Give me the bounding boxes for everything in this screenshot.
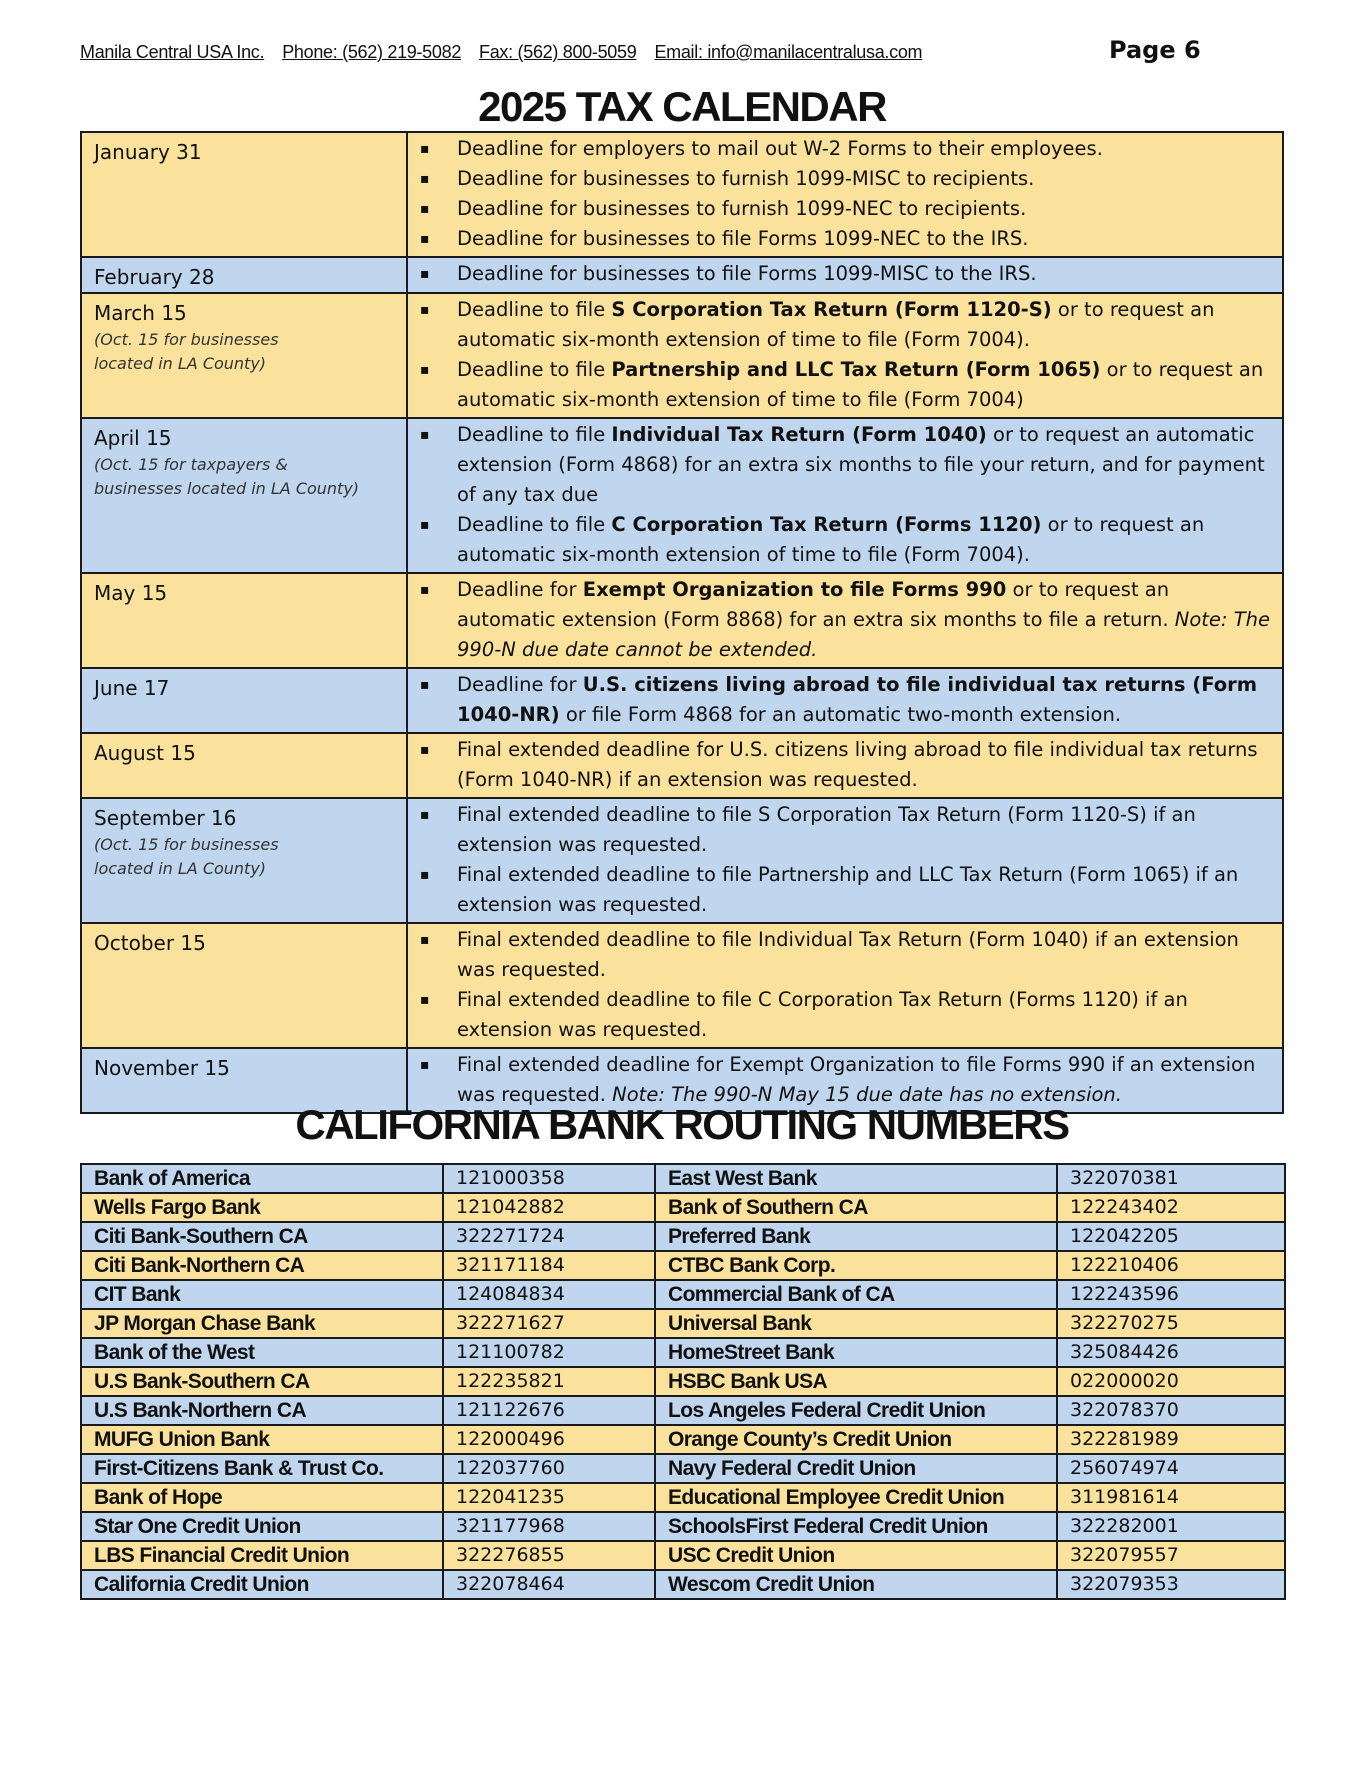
list-item	[408, 670, 1270, 730]
date-cell	[81, 573, 407, 668]
bank-name: First-Citizens Bank & Trust Co.	[81, 1454, 443, 1483]
routing-number: 311981614	[1057, 1483, 1285, 1512]
bank-name: Preferred Bank	[655, 1222, 1057, 1251]
item-text: Final extended deadline to file Individual Tax Return (Form 1040) if an extension was requested.	[457, 928, 1239, 981]
table-row	[81, 132, 1283, 257]
square-bullet-icon: ▪	[420, 231, 430, 247]
description-cell	[407, 668, 1283, 733]
bank-name: California Credit Union	[81, 1570, 443, 1599]
deadline-list	[408, 735, 1270, 795]
table-row	[81, 1164, 1285, 1193]
bank-name: Wells Fargo Bank	[81, 1193, 443, 1222]
item-text-bold: U.S. citizens living abroad to file individual tax returns (Form 1040-NR)	[457, 673, 1258, 726]
bank-name: U.S Bank-Northern CA	[81, 1396, 443, 1425]
routing-numbers-title: CALIFORNIA BANK ROUTING NUMBERS	[295, 1101, 1069, 1148]
item-text-pre: Deadline for	[457, 578, 583, 601]
table-row	[81, 1396, 1285, 1425]
routing-number: 122041235	[443, 1483, 655, 1512]
table-row	[81, 923, 1283, 1048]
deadline-date: April 15	[94, 426, 172, 450]
routing-number: 322070381	[1057, 1164, 1285, 1193]
item-text-pre: Deadline for	[457, 673, 583, 696]
description-cell	[407, 733, 1283, 798]
bank-name: Citi Bank-Southern CA	[81, 1222, 443, 1251]
deadline-date: August 15	[94, 741, 196, 765]
square-bullet-icon: ▪	[420, 867, 430, 883]
square-bullet-icon: ▪	[420, 517, 430, 533]
date-cell	[81, 293, 407, 418]
deadline-date: March 15	[94, 301, 187, 325]
description-cell	[407, 257, 1283, 293]
routing-number: 121042882	[443, 1193, 655, 1222]
bank-name: MUFG Union Bank	[81, 1425, 443, 1454]
bank-name: Bank of the West	[81, 1338, 443, 1367]
routing-number: 322276855	[443, 1541, 655, 1570]
table-row	[81, 1338, 1285, 1367]
item-text-pre: Deadline to file	[457, 423, 612, 446]
date-cell	[81, 132, 407, 257]
table-row	[81, 1309, 1285, 1338]
list-item	[408, 510, 1270, 570]
bank-name: SchoolsFirst Federal Credit Union	[655, 1512, 1057, 1541]
square-bullet-icon: ▪	[420, 201, 430, 217]
date-cell	[81, 418, 407, 573]
item-text: Final extended deadline for U.S. citizens living abroad to file individual tax returns (Form 1040-NR) if an extension was requested.	[457, 738, 1258, 791]
tax-calendar-title: 2025 TAX CALENDAR	[478, 83, 886, 130]
item-text: Deadline for businesses to file Forms 1099-MISC to the IRS.	[457, 262, 1037, 285]
routing-number: 122210406	[1057, 1251, 1285, 1280]
routing-number: 122037760	[443, 1454, 655, 1483]
square-bullet-icon: ▪	[420, 932, 430, 948]
routing-number: 322079353	[1057, 1570, 1285, 1599]
date-cell	[81, 923, 407, 1048]
description-cell	[407, 923, 1283, 1048]
bank-name: East West Bank	[655, 1164, 1057, 1193]
item-text-post: or to request an automatic extension (Form 8868) for an extra six months to file a return.	[457, 578, 1175, 631]
routing-number: 322270275	[1057, 1309, 1285, 1338]
item-text-post: or to request an automatic six-month extension of time to file (Form 7004)	[457, 358, 1264, 411]
item-text-post: or to request an automatic six-month extension of time to file (Form 7004).	[457, 298, 1215, 351]
routing-number: 322078464	[443, 1570, 655, 1599]
square-bullet-icon: ▪	[420, 992, 430, 1008]
item-text-pre: Final extended deadline for Exempt Organization to file Forms 990 if an extension was requested.	[457, 1053, 1256, 1106]
phone-number: Phone: (562) 219-5082	[282, 42, 462, 62]
table-row	[81, 1454, 1285, 1483]
deadline-date: January 31	[94, 140, 202, 164]
bank-name: Educational Employee Credit Union	[655, 1483, 1057, 1512]
routing-numbers-table	[80, 1163, 1286, 1600]
table-row	[81, 798, 1283, 923]
deadline-date: September 16	[94, 806, 237, 830]
date-note: located in LA County)	[94, 354, 267, 373]
routing-number: 122000496	[443, 1425, 655, 1454]
item-text-bold: Exempt Organization to file Forms 990	[582, 578, 1007, 601]
item-text-italic: Note: The 990-N May 15 due date has no extension.	[612, 1083, 1122, 1106]
bank-name: Bank of America	[81, 1164, 443, 1193]
item-text-post: or to request an automatic six-month extension of time to file (Form 7004).	[457, 513, 1205, 566]
bank-name: Wescom Credit Union	[655, 1570, 1057, 1599]
list-item	[408, 295, 1270, 355]
item-text: Final extended deadline to file Partnership and LLC Tax Return (Form 1065) if an extension was requested.	[457, 863, 1239, 916]
item-text: Deadline for businesses to file Forms 1099-NEC to the IRS.	[457, 227, 1029, 250]
item-text-pre: Deadline to file	[457, 513, 612, 536]
routing-number: 122235821	[443, 1367, 655, 1396]
list-item	[408, 420, 1270, 510]
deadline-list	[408, 295, 1270, 415]
item-text: Deadline for businesses to furnish 1099-MISC to recipients.	[457, 167, 1035, 190]
list-item	[408, 259, 1270, 289]
list-item	[408, 575, 1270, 665]
description-cell	[407, 418, 1283, 573]
bank-name: CIT Bank	[81, 1280, 443, 1309]
date-note: (Oct. 15 for businesses	[94, 330, 279, 349]
deadline-list	[408, 134, 1270, 254]
routing-number: 322078370	[1057, 1396, 1285, 1425]
list-item	[408, 925, 1270, 985]
square-bullet-icon: ▪	[420, 742, 430, 758]
square-bullet-icon: ▪	[420, 171, 430, 187]
bank-name: Citi Bank-Northern CA	[81, 1251, 443, 1280]
list-item	[408, 985, 1270, 1045]
item-text-post: or file Form 4868 for an automatic two-month extension.	[559, 703, 1122, 726]
fax-number: Fax: (562) 800-5059	[479, 42, 637, 62]
bank-name: Navy Federal Credit Union	[655, 1454, 1057, 1483]
bank-name: Star One Credit Union	[81, 1512, 443, 1541]
table-row	[81, 418, 1283, 573]
table-row	[81, 1483, 1285, 1512]
table-row	[81, 1251, 1285, 1280]
tax-calendar-table	[80, 131, 1284, 1114]
table-row	[81, 1222, 1285, 1251]
routing-number: 321177968	[443, 1512, 655, 1541]
date-note: (Oct. 15 for taxpayers &	[94, 455, 288, 474]
email-address: Email: info@manilacentralusa.com	[654, 42, 923, 62]
page-number: Page 6	[1109, 36, 1201, 64]
routing-number: 124084834	[443, 1280, 655, 1309]
list-item	[408, 224, 1270, 254]
bank-name: HSBC Bank USA	[655, 1367, 1057, 1396]
table-row	[81, 257, 1283, 293]
routing-number: 322271627	[443, 1309, 655, 1338]
table-row	[81, 1570, 1285, 1599]
deadline-date: November 15	[94, 1056, 230, 1080]
deadline-date: June 17	[94, 676, 170, 700]
routing-number: 121000358	[443, 1164, 655, 1193]
square-bullet-icon: ▪	[420, 677, 430, 693]
description-cell	[407, 132, 1283, 257]
deadline-date: May 15	[94, 581, 168, 605]
bank-name: U.S Bank-Southern CA	[81, 1367, 443, 1396]
table-row	[81, 1512, 1285, 1541]
bank-name: Universal Bank	[655, 1309, 1057, 1338]
routing-number: 121122676	[443, 1396, 655, 1425]
item-text: Final extended deadline to file C Corporation Tax Return (Forms 1120) if an extension was requested.	[457, 988, 1188, 1041]
routing-number: 022000020	[1057, 1367, 1285, 1396]
list-item	[408, 860, 1270, 920]
routing-number: 322271724	[443, 1222, 655, 1251]
deadline-list	[408, 259, 1270, 289]
table-row	[81, 733, 1283, 798]
item-text-italic: Note: The 990-N due date cannot be extended.	[457, 608, 1270, 661]
date-cell	[81, 798, 407, 923]
bank-name: Los Angeles Federal Credit Union	[655, 1396, 1057, 1425]
item-text-bold: C Corporation Tax Return (Forms 1120)	[611, 513, 1042, 536]
item-text-bold: Individual Tax Return (Form 1040)	[611, 423, 987, 446]
routing-number: 256074974	[1057, 1454, 1285, 1483]
item-text-bold: Partnership and LLC Tax Return (Form 1065)	[611, 358, 1101, 381]
square-bullet-icon: ▪	[420, 141, 430, 157]
item-text-bold: S Corporation Tax Return (Form 1120-S)	[611, 298, 1052, 321]
bank-name: Orange County’s Credit Union	[655, 1425, 1057, 1454]
deadline-date: October 15	[94, 931, 206, 955]
contact-info	[80, 42, 922, 63]
description-cell	[407, 293, 1283, 418]
bank-name: Commercial Bank of CA	[655, 1280, 1057, 1309]
bank-name: Bank of Southern CA	[655, 1193, 1057, 1222]
item-text: Deadline for employers to mail out W-2 Forms to their employees.	[457, 137, 1103, 160]
page-header	[80, 36, 1200, 68]
item-text: Final extended deadline to file S Corporation Tax Return (Form 1120-S) if an extension was requested.	[457, 803, 1196, 856]
routing-number: 121100782	[443, 1338, 655, 1367]
table-row	[81, 1367, 1285, 1396]
description-cell	[407, 798, 1283, 923]
date-cell	[81, 668, 407, 733]
routing-number: 325084426	[1057, 1338, 1285, 1367]
deadline-list	[408, 800, 1270, 920]
bank-name: CTBC Bank Corp.	[655, 1251, 1057, 1280]
bank-name: USC Credit Union	[655, 1541, 1057, 1570]
square-bullet-icon: ▪	[420, 582, 430, 598]
bank-name: LBS Financial Credit Union	[81, 1541, 443, 1570]
routing-number: 322281989	[1057, 1425, 1285, 1454]
square-bullet-icon: ▪	[420, 302, 430, 318]
table-row	[81, 1541, 1285, 1570]
date-note: located in LA County)	[94, 859, 267, 878]
bank-name: JP Morgan Chase Bank	[81, 1309, 443, 1338]
date-note: (Oct. 15 for businesses	[94, 835, 279, 854]
routing-number: 122042205	[1057, 1222, 1285, 1251]
routing-number: 122243596	[1057, 1280, 1285, 1309]
company-name: Manila Central USA Inc.	[80, 42, 265, 62]
item-text-pre: Deadline to file	[457, 298, 612, 321]
table-row	[81, 1193, 1285, 1222]
deadline-list	[408, 420, 1270, 570]
date-cell	[81, 733, 407, 798]
description-cell	[407, 573, 1283, 668]
square-bullet-icon: ▪	[420, 266, 430, 282]
item-text-pre: Deadline to file	[457, 358, 612, 381]
bank-name: Bank of Hope	[81, 1483, 443, 1512]
table-row	[81, 1280, 1285, 1309]
routing-number: 321171184	[443, 1251, 655, 1280]
item-text: Deadline for businesses to furnish 1099-NEC to recipients.	[457, 197, 1027, 220]
routing-number: 122243402	[1057, 1193, 1285, 1222]
deadline-list	[408, 925, 1270, 1045]
date-note: businesses located in LA County)	[94, 479, 360, 498]
date-cell	[81, 257, 407, 293]
table-row	[81, 668, 1283, 733]
deadline-date: February 28	[94, 265, 215, 289]
list-item	[408, 800, 1270, 860]
item-text-post: or to request an automatic extension (Form 4868) for an extra six months to file your return, and for payment of any tax due	[457, 423, 1265, 506]
square-bullet-icon: ▪	[420, 1057, 430, 1073]
square-bullet-icon: ▪	[420, 427, 430, 443]
list-item	[408, 134, 1270, 164]
list-item	[408, 735, 1270, 795]
routing-number: 322079557	[1057, 1541, 1285, 1570]
table-row	[81, 293, 1283, 418]
bank-name: HomeStreet Bank	[655, 1338, 1057, 1367]
list-item	[408, 194, 1270, 224]
routing-number: 322282001	[1057, 1512, 1285, 1541]
square-bullet-icon: ▪	[420, 807, 430, 823]
deadline-list	[408, 670, 1270, 730]
table-row	[81, 1425, 1285, 1454]
square-bullet-icon: ▪	[420, 362, 430, 378]
table-row	[81, 573, 1283, 668]
deadline-list	[408, 575, 1270, 665]
list-item	[408, 164, 1270, 194]
list-item	[408, 355, 1270, 415]
